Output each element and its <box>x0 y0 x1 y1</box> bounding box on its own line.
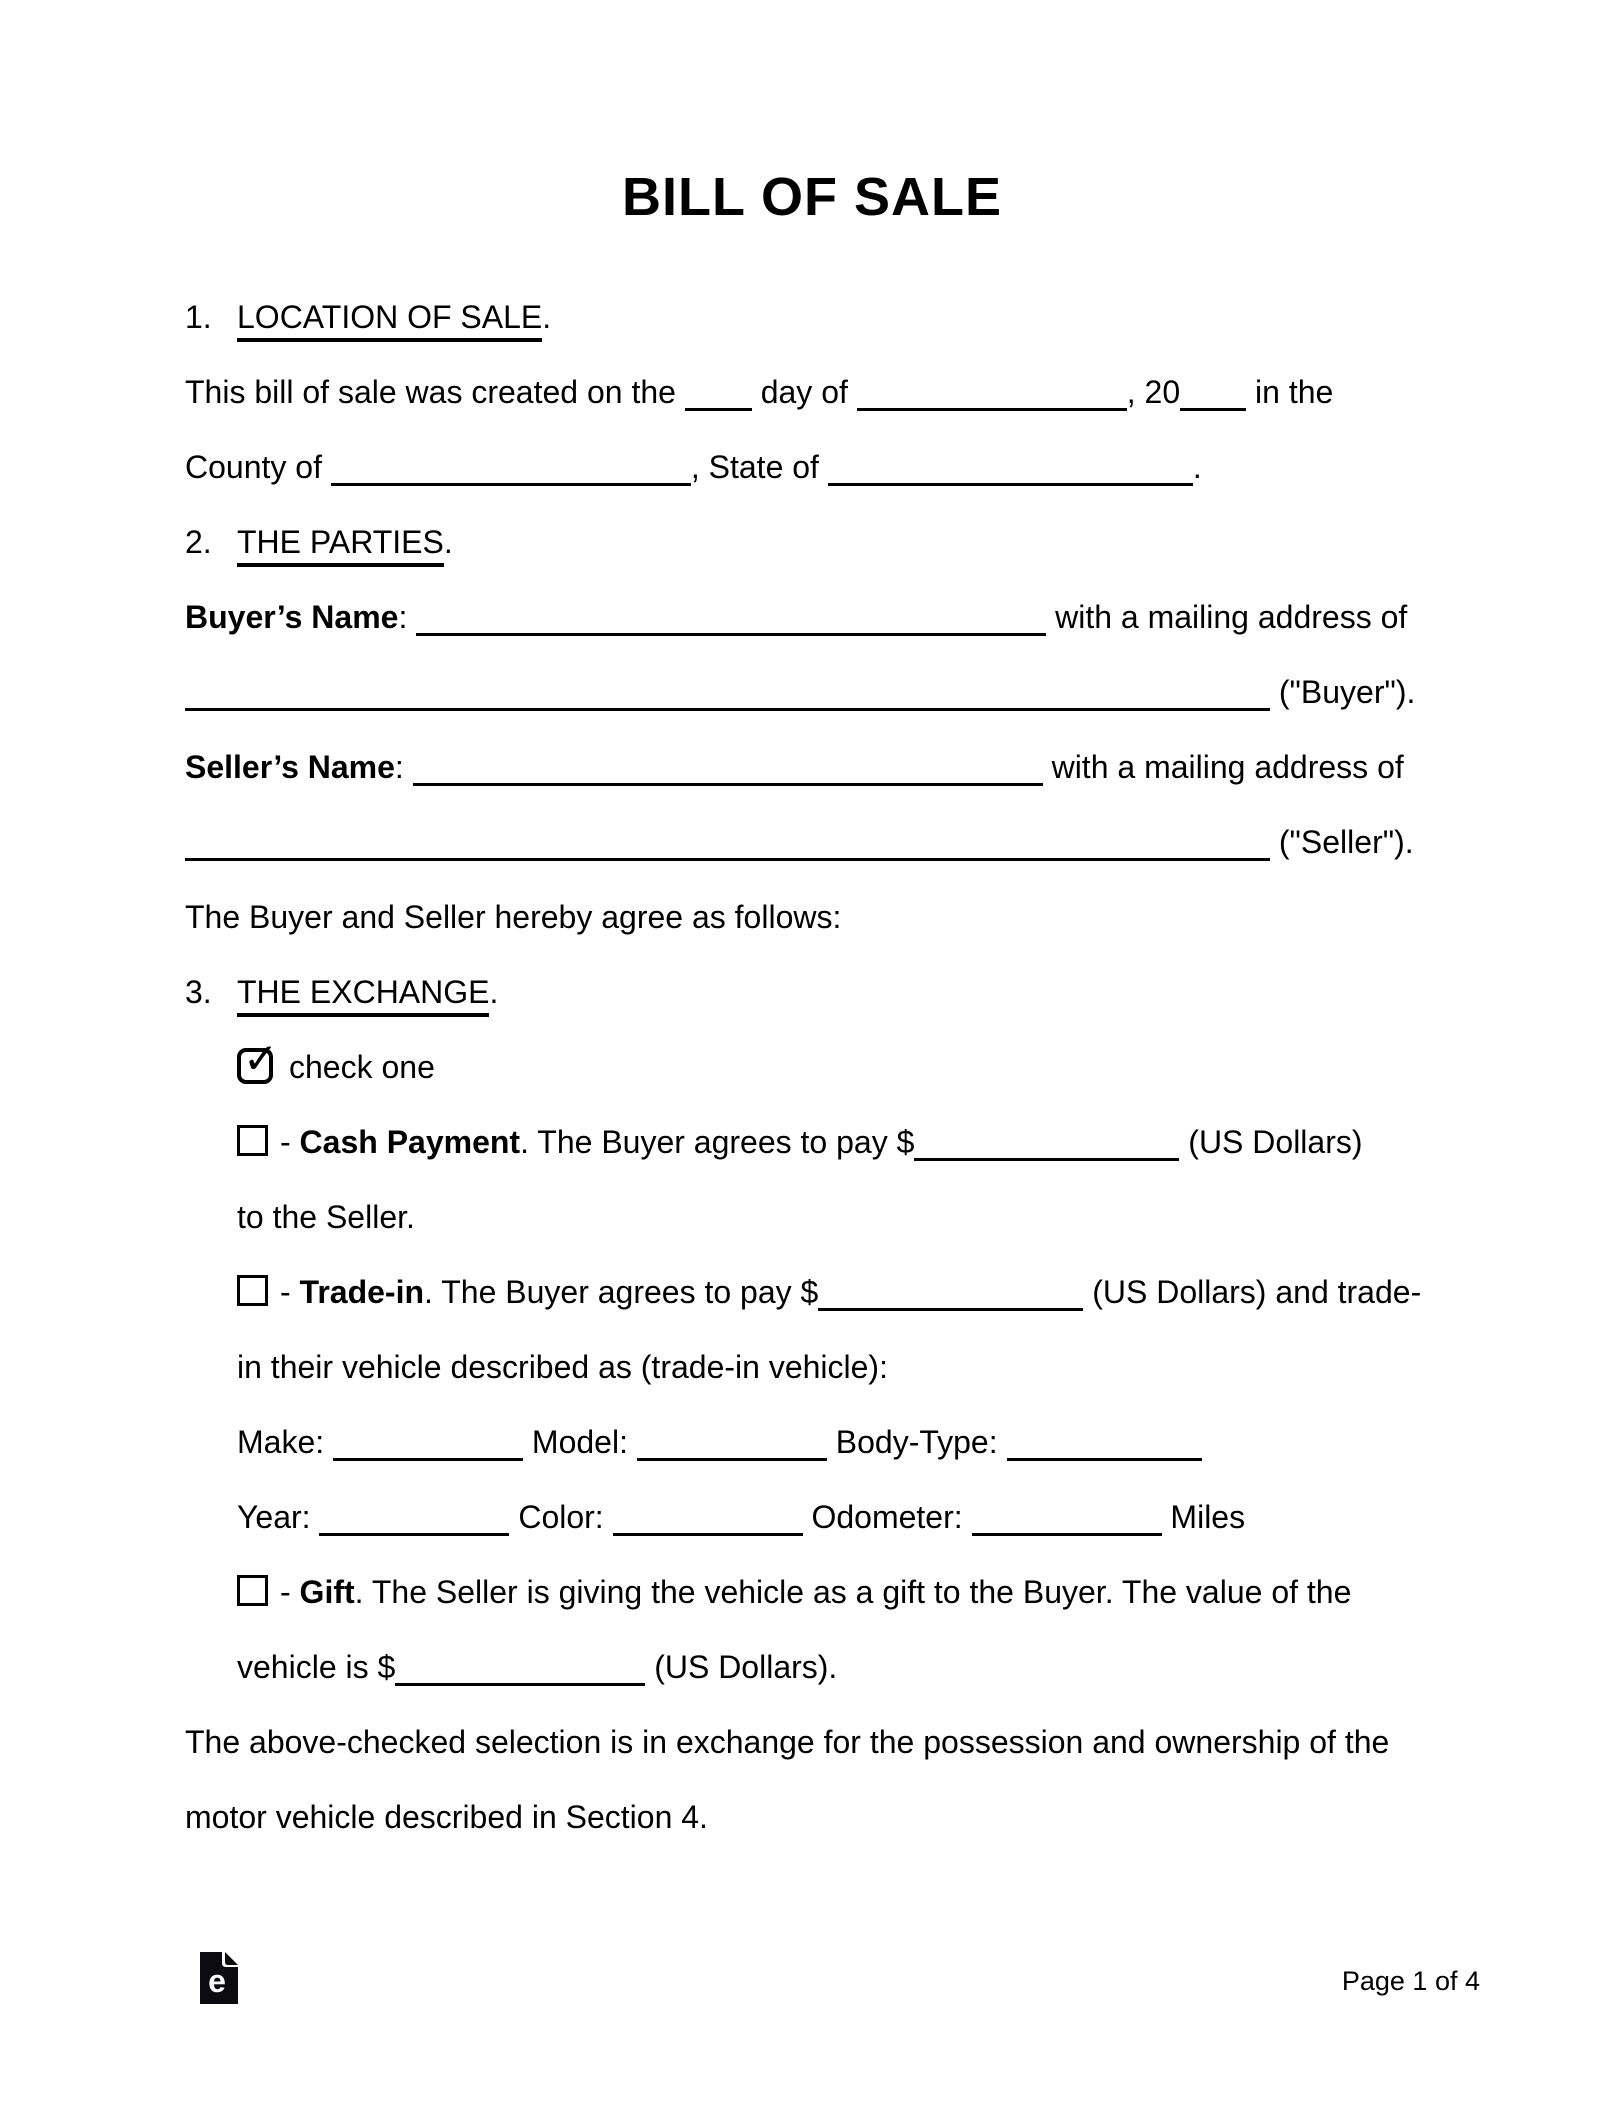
checkmark-icon: ✓ <box>243 1034 279 1083</box>
trade-in-continued-line <box>185 1330 1475 1405</box>
buyer-address-line <box>185 655 1475 730</box>
trade-dash: - <box>280 1274 300 1310</box>
seller-name-line <box>185 730 1475 805</box>
buyer-address-blank <box>185 674 1270 711</box>
cash-payment-tail: (US Dollars) <box>1179 1124 1363 1160</box>
document-body <box>185 280 1475 1855</box>
section-3-period: . <box>489 974 499 1010</box>
seller-name-blank <box>413 749 1043 786</box>
closing-text-2: motor vehicle described in Section 4. <box>185 1799 708 1835</box>
state-label: , State of <box>690 449 828 485</box>
seller-name-label: Seller’s Name <box>185 749 395 785</box>
section-2-title: THE PARTIES <box>237 524 444 567</box>
buyer-name-colon: : <box>398 599 417 635</box>
trade-in-text: . The Buyer agrees to pay $ <box>424 1274 819 1310</box>
closing-line-2 <box>185 1780 1475 1855</box>
closing-text-1: The above-checked selection is in exchange for the possession and ownership of the <box>185 1724 1390 1760</box>
color-blank <box>613 1499 803 1536</box>
date-line <box>185 355 1475 430</box>
trade-in-tail: (US Dollars) and trade- <box>1083 1274 1422 1310</box>
trade-in-label: Trade-in <box>299 1274 425 1310</box>
day-blank <box>685 374 752 411</box>
year-field-blank <box>319 1499 509 1536</box>
model-blank <box>637 1424 827 1461</box>
section-3-heading <box>185 955 1475 1030</box>
date-text-pre: This bill of sale was created on the <box>185 374 685 410</box>
section-1-heading <box>185 280 1475 355</box>
body-type-label: Body-Type: <box>826 1424 1007 1460</box>
eforms-logo-icon <box>200 1952 238 2004</box>
make-blank <box>333 1424 523 1461</box>
model-label: Model: <box>523 1424 637 1460</box>
section-2-number: 2. <box>185 524 212 560</box>
agreement-text: The Buyer and Seller hereby agree as follows: <box>185 899 842 935</box>
check-one-label: check one <box>289 1049 435 1085</box>
section-1-period: . <box>542 299 552 335</box>
date-text-year: , 20 <box>1126 374 1181 410</box>
location-line <box>185 430 1475 505</box>
section-3-number: 3. <box>185 974 212 1010</box>
buyer-paren-text: ("Buyer"). <box>1270 674 1416 710</box>
section-1-title: LOCATION OF SALE <box>237 299 542 342</box>
gift-value-tail: (US Dollars). <box>645 1649 838 1685</box>
seller-address-line <box>185 805 1475 880</box>
logo-letter: e <box>208 1963 226 1999</box>
year-label: Year: <box>237 1499 320 1535</box>
gift-value-line <box>185 1630 1475 1705</box>
seller-mailing-text: with a mailing address of <box>1042 749 1404 785</box>
page-title: BILL OF SALE <box>621 167 1002 227</box>
to-seller-text: to the Seller. <box>237 1199 415 1235</box>
date-text-post: in the <box>1246 374 1334 410</box>
trade-in-continued-text: in their vehicle described as (trade-in vehicle): <box>237 1349 888 1385</box>
trade-in-checkbox-icon <box>237 1275 268 1306</box>
gift-line <box>185 1555 1475 1630</box>
document-fold-icon <box>200 1952 238 2004</box>
seller-address-blank <box>185 824 1270 861</box>
state-blank <box>828 449 1193 486</box>
gift-label: Gift <box>299 1574 355 1610</box>
trade-amount-blank <box>818 1274 1083 1311</box>
gift-dash: - <box>280 1574 300 1610</box>
to-seller-line <box>185 1180 1475 1255</box>
check-one-line <box>185 1030 1475 1105</box>
gift-value-text: vehicle is $ <box>237 1649 396 1685</box>
miles-label: Miles <box>1161 1499 1246 1535</box>
section-2-period: . <box>443 524 453 560</box>
county-blank <box>331 449 691 486</box>
cash-payment-text: . The Buyer agrees to pay $ <box>520 1124 915 1160</box>
buyer-name-label: Buyer’s Name <box>185 599 399 635</box>
color-label: Color: <box>509 1499 613 1535</box>
cash-dash: - <box>280 1124 300 1160</box>
county-label: County of <box>185 449 331 485</box>
section-1-number: 1. <box>185 299 212 335</box>
closing-line-1 <box>185 1705 1475 1780</box>
section-2-heading <box>185 505 1475 580</box>
cash-payment-line <box>185 1105 1475 1180</box>
make-model-line <box>185 1405 1475 1480</box>
cash-payment-label: Cash Payment <box>299 1124 521 1160</box>
cash-amount-blank <box>914 1124 1179 1161</box>
month-blank <box>857 374 1127 411</box>
odometer-label: Odometer: <box>802 1499 972 1535</box>
year-color-line <box>185 1480 1475 1555</box>
gift-value-blank <box>395 1649 645 1686</box>
gift-text: . The Seller is giving the vehicle as a gift to the Buyer. The value of the <box>354 1574 1352 1610</box>
trade-in-line <box>185 1255 1475 1330</box>
buyer-name-line <box>185 580 1475 655</box>
make-label: Make: <box>237 1424 334 1460</box>
location-period: . <box>1192 449 1202 485</box>
page-number: Page 1 of 4 <box>1341 1966 1480 1996</box>
date-text-mid: day of <box>751 374 857 410</box>
checked-checkbox-icon <box>237 1034 279 1084</box>
body-type-blank <box>1007 1424 1202 1461</box>
agreement-line <box>185 880 1475 955</box>
seller-name-colon: : <box>394 749 413 785</box>
buyer-name-blank <box>416 599 1046 636</box>
odometer-blank <box>972 1499 1162 1536</box>
section-3-title: THE EXCHANGE <box>237 974 489 1017</box>
gift-checkbox-icon <box>237 1575 268 1606</box>
year-blank <box>1180 374 1246 411</box>
cash-checkbox-icon <box>237 1125 268 1156</box>
buyer-mailing-text: with a mailing address of <box>1046 599 1408 635</box>
seller-paren-text: ("Seller"). <box>1270 824 1414 860</box>
